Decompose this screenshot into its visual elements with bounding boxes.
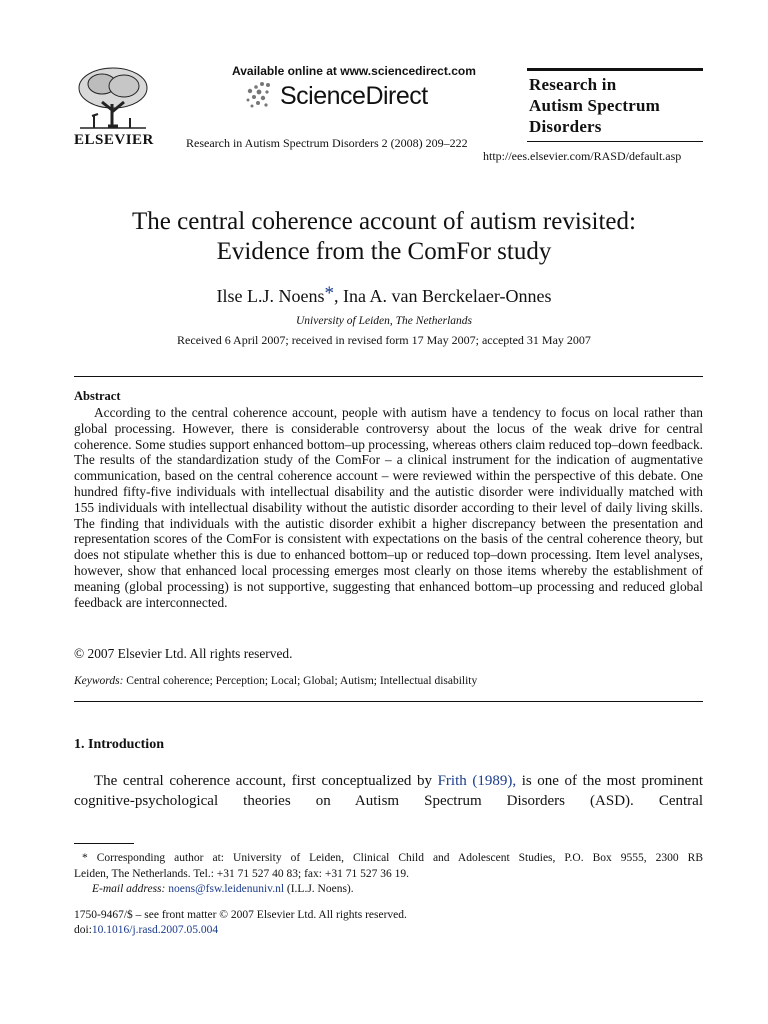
issn-front-matter: 1750-9467/$ – see front matter © 2007 Elsevier Ltd. All rights reserved. (74, 909, 407, 921)
affiliation: University of Leiden, The Netherlands (296, 315, 472, 327)
journal-box-bottom-rule (527, 141, 703, 142)
journal-url-link[interactable]: http://ees.elsevier.com/RASD/default.asp (483, 149, 682, 163)
author-name: , Ina A. van Berckelaer-Onnes (333, 286, 552, 306)
email-suffix: (I.L.J. Noens). (284, 883, 354, 895)
section-heading-introduction: 1. Introduction (74, 737, 164, 752)
journal-citation: Research in Autism Spectrum Disorders 2 (2008) 209–222 (186, 136, 468, 150)
intro-text: The central coherence account, first conceptualized by (94, 773, 438, 789)
abstract-body (74, 405, 703, 610)
title-line: Evidence from the ComFor study (216, 238, 552, 265)
keywords-label: Keywords: (74, 675, 124, 687)
email-label: E-mail address: (92, 883, 166, 895)
elsevier-tree-logo (72, 64, 154, 134)
journal-title-line: Disorders (529, 117, 602, 136)
title-line: The central coherence account of autism revisited: (132, 208, 636, 235)
footnote-email-line (74, 882, 703, 898)
abstract-text: According to the central coherence account, people with autism have a tendency to focus on local rather than global processing. However, there is considerable controversy about the locus of the weak drive for central coherence. Some studies support enhanced bottom–up processing, whereas others claim reduced top–down feedback. The results of the standardization study of the ComFor – a clinical instrument for the indication of augmentative communication, based on the central coherence account – were reviewed within the perspective of this debate. One hundred fifty-five individuals with intellectual disability and the autistic disorder were individually matched with 155 individuals with intellectual disability without the autistic disorder according to their level of daily living skills. The finding that individuals with the autistic disorder exhibit a higher discrepancy between the presentation and representation scores of the ComFor is consistent with expectations on the basis of the central coherence theory, but does not stipulate whether this is due to enhanced bottom–up or reduced top–down processing. Item level analyses, however, show that enhanced local processing emerges most clearly on those items whereby the establishment of meaning (global processing) is not supportive, suggesting that enhanced bottom–up processing and reduced global feedback are interconnected. (74, 405, 703, 610)
journal-title-line: Autism Spectrum (529, 96, 660, 115)
footnote-marker: * (82, 852, 88, 864)
corresponding-author-footnote (74, 851, 703, 898)
keywords-list: Central coherence; Perception; Local; Global; Autism; Intellectual disability (126, 675, 478, 687)
section-divider (74, 701, 703, 702)
intro-text: is one of the most prominent cognitive-psychological theories on Autism Spectrum Disorders (ASD). Central (74, 773, 703, 809)
introduction-body (74, 771, 703, 811)
section-divider (74, 376, 703, 377)
abstract-heading: Abstract (74, 389, 121, 403)
frith-1989-citation-link[interactable]: Frith (1989), (437, 773, 517, 789)
doi (74, 924, 218, 936)
journal-box-top-rule (527, 68, 703, 71)
journal-title (529, 74, 660, 137)
received-dates: Received 6 April 2007; received in revised form 17 May 2007; accepted 31 May 2007 (177, 333, 591, 347)
sciencedirect-wordmark: ScienceDirect (280, 82, 428, 110)
footnote-rule (74, 843, 134, 844)
corresponding-author-marker[interactable]: * (324, 283, 334, 304)
author-list (0, 283, 768, 307)
article-title (0, 207, 768, 267)
email-link[interactable]: noens@fsw.leidenuniv.nl (168, 883, 285, 895)
publisher-name: ELSEVIER (74, 132, 154, 148)
sciencedirect-dots-icon (244, 80, 274, 110)
author-name: Ilse L.J. Noens (216, 286, 325, 306)
footnote-text: Corresponding author at: University of Leiden, Clinical Child and Adolescent Studies, P.O. Box 9555, 2300 RB (96, 852, 704, 864)
footnote-line: Leiden, The Netherlands. Tel.: +31 71 527 40 83; fax: +31 71 527 36 19. (74, 867, 409, 880)
keywords (74, 675, 477, 687)
doi-link[interactable]: 10.1016/j.rasd.2007.05.004 (91, 924, 219, 936)
introduction-paragraph (74, 771, 703, 811)
doi-label: doi: (74, 924, 92, 936)
footnote-line (74, 851, 703, 867)
journal-title-line: Research in (529, 75, 617, 94)
available-online-text: Available online at www.sciencedirect.com (232, 64, 476, 78)
abstract-copyright: © 2007 Elsevier Ltd. All rights reserved. (74, 646, 293, 661)
